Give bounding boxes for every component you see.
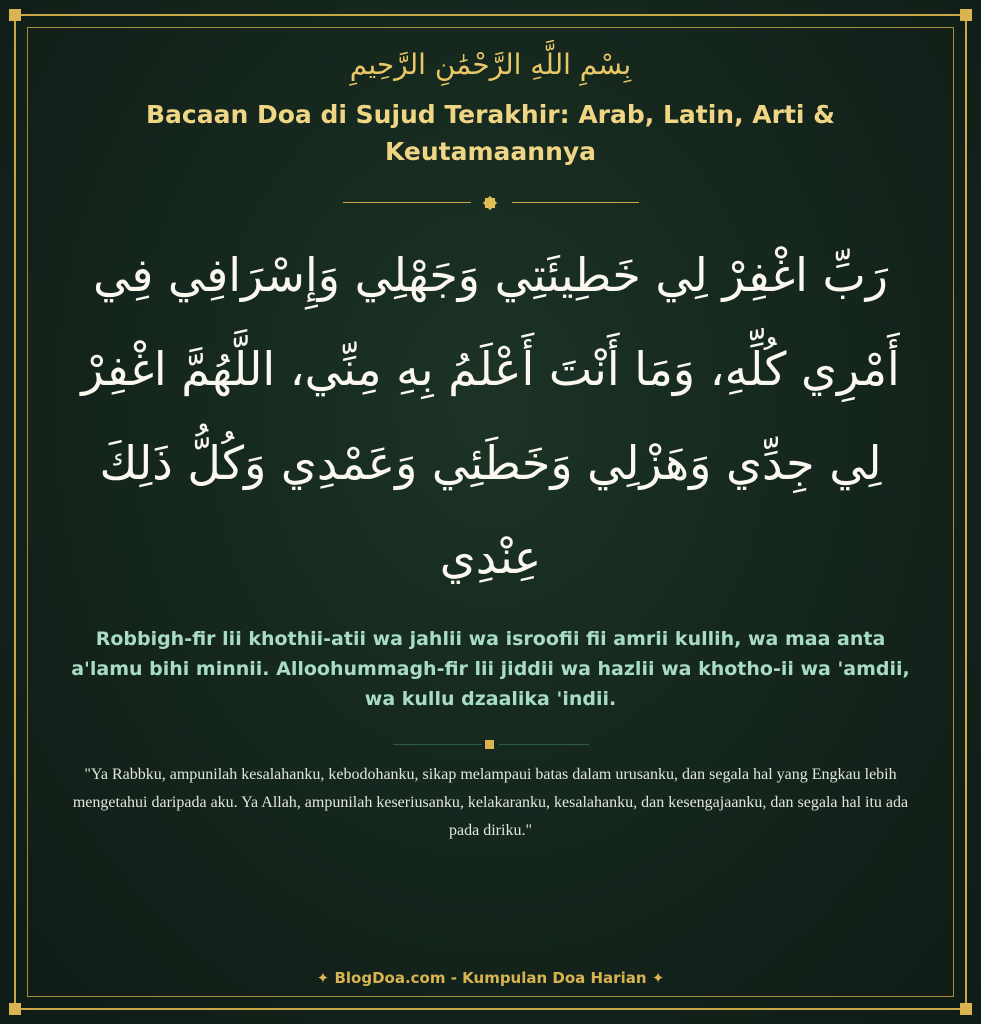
corner-ornament-icon [9, 1003, 21, 1015]
divider-line [393, 744, 482, 745]
divider-line [499, 744, 589, 745]
arabic-prayer-text: رَبِّ اغْفِرْ لِي خَطِيئَتِي وَجَهْلِي وَإِسْرَافِي فِي أَمْرِي كُلِّهِ، وَمَا أَنْتَ أَعْلَمُ بِهِ مِنِّي، اللَّهُمَّ اغْفِرْ لِي جِدِّي وَهَزْلِي وَخَطَئِي وَعَمْدِي وَكُلُّ ذَلِكَ عِنْدِي [81, 248, 900, 584]
corner-ornament-icon [960, 1003, 972, 1015]
divider-line [343, 202, 471, 203]
corner-ornament-icon [960, 9, 972, 21]
square-dot-icon [485, 740, 494, 749]
basmala-text: بِسْمِ اللَّهِ الرَّحْمَٰنِ الرَّحِيمِ [349, 48, 632, 81]
section-divider [0, 736, 981, 752]
translation-text: "Ya Rabbku, ampunilah kesalahanku, kebodohanku, sikap melampaui batas dalam urusanku, dan segala hal yang Engkau lebih mengetahui daripada aku. Ya Allah, ampunilah keseriusanku, kelakaranku, kesalahanku, dan kesengajaanku, dan segala hal itu ada pada diriku." [72, 766, 909, 839]
footer-credit: ✦ BlogDoa.com - Kumpulan Doa Harian ✦ [316, 969, 665, 987]
title-divider [0, 192, 981, 212]
page-title: Bacaan Doa di Sujud Terakhir: Arab, Latin, Arti & Keutamaannya [145, 100, 835, 166]
latin-transliteration: Robbigh-fir lii khothii-atii wa jahlii wa isroofii fii amrii kullih, wa maa anta a'lamu bihi minnii. Alloohummagh-fir lii jiddii wa hazlii wa khotho-ii wa 'amdii, wa kullu dzaalika 'indii. [71, 628, 910, 710]
corner-ornament-icon [9, 9, 21, 21]
divider-line [512, 202, 639, 203]
eight-point-star-icon [480, 193, 500, 213]
